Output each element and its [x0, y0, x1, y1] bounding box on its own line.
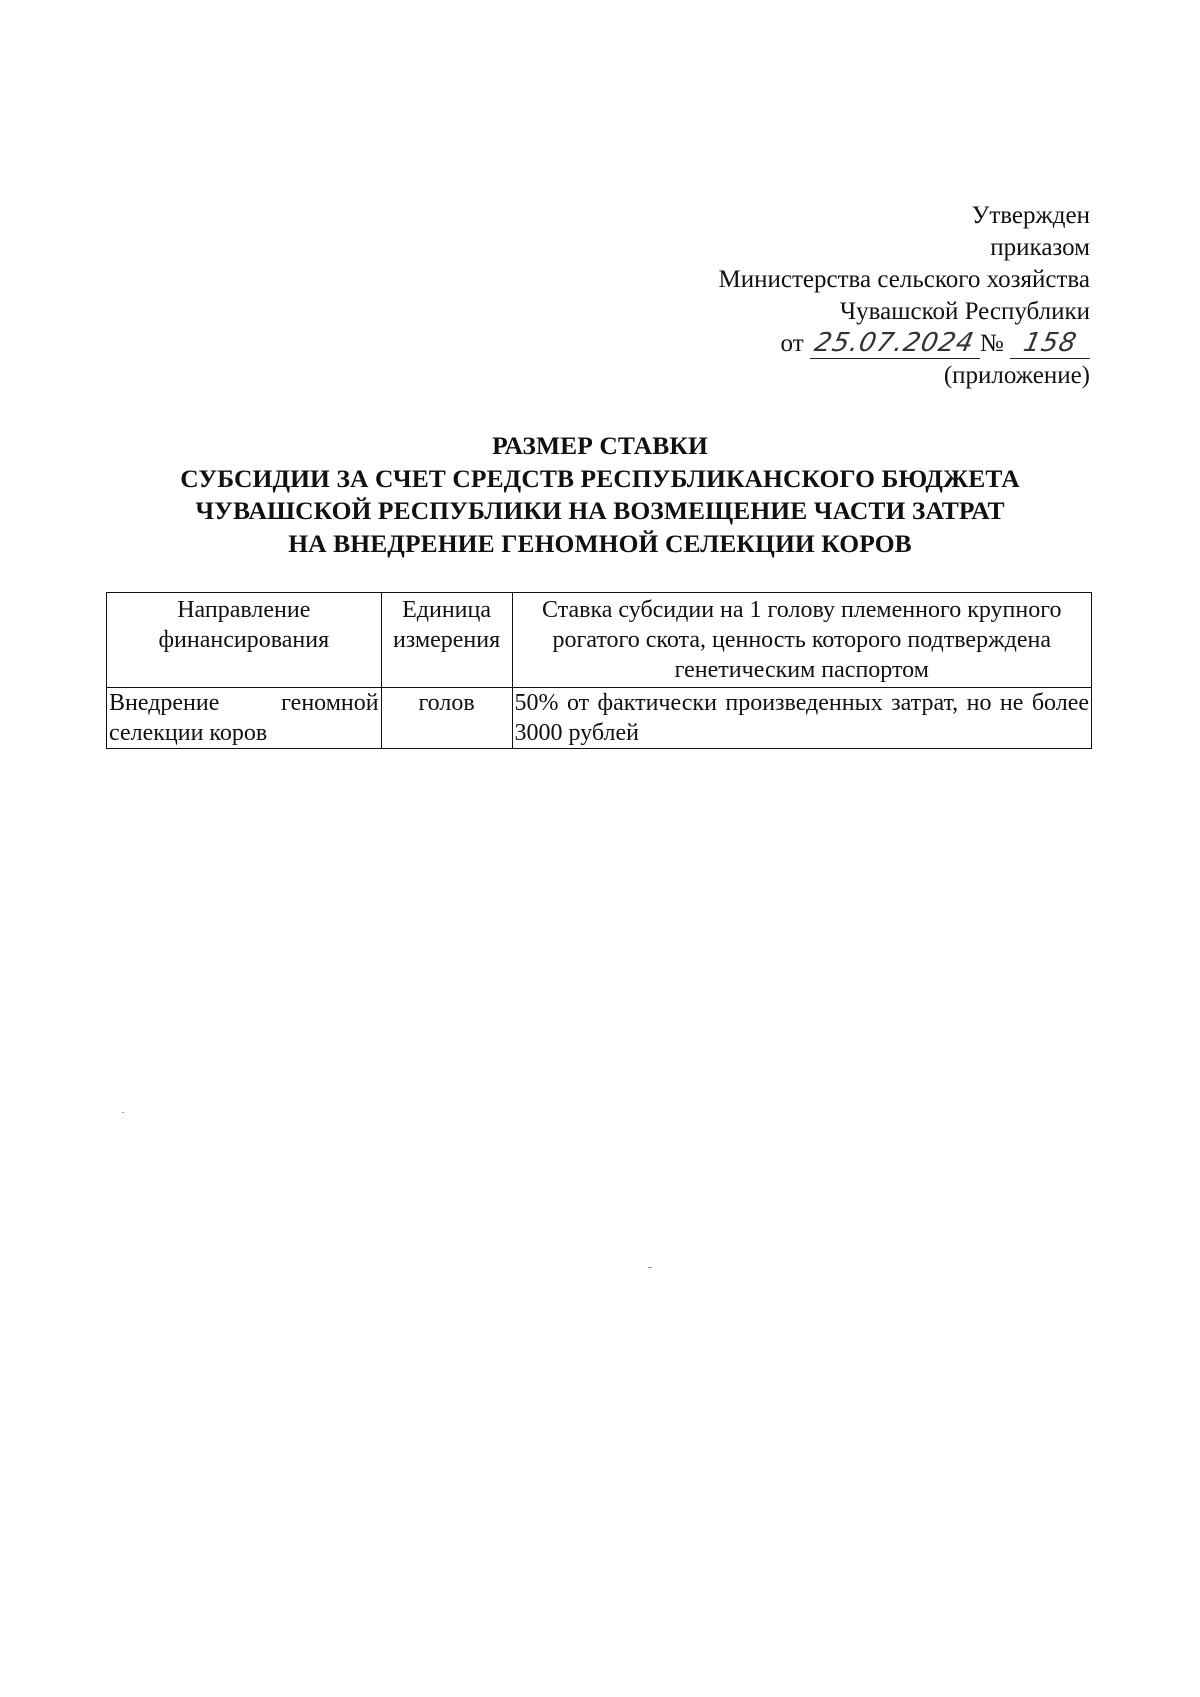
number-field [1010, 329, 1090, 359]
title-line-2: СУБСИДИИ ЗА СЧЕТ СРЕДСТВ РЕСПУБЛИКАНСКОГО БЮДЖЕТА [180, 463, 1020, 493]
title-line-4: НА ВНЕДРЕНИЕ ГЕНОМНОЙ СЕЛЕКЦИИ КОРОВ [288, 528, 912, 558]
handwritten-date: 25.07.2024 [812, 328, 978, 358]
cell-unit: голов [381, 688, 512, 749]
header-unit: Единица измерения [381, 593, 512, 688]
approval-order: приказом [990, 234, 1090, 261]
approval-date-line [719, 328, 1090, 360]
approval-ministry: Министерства сельского хозяйства [718, 266, 1090, 293]
approval-block [719, 200, 1090, 392]
cell-rate: 50% от фактически произведенных затрат, но не более 3000 рублей [512, 688, 1091, 749]
date-prefix: от [780, 330, 804, 357]
scan-speck [648, 1267, 652, 1268]
number-prefix: № [979, 330, 1004, 357]
subsidy-rate-table [106, 592, 1092, 749]
date-field [810, 329, 980, 359]
title-line-1: РАЗМЕР СТАВКИ [492, 431, 708, 460]
approval-approved: Утвержден [971, 202, 1090, 229]
approval-republic: Чувашской Республики [839, 298, 1090, 325]
table-header-row [107, 593, 1092, 688]
scan-speck [122, 1112, 124, 1113]
header-direction: Направление финансирования [107, 593, 382, 688]
cell-direction: Внедрение геномной селекции коров [107, 688, 382, 749]
handwritten-number: 158 [1020, 328, 1080, 358]
document-title [0, 430, 1200, 560]
approval-note: (приложение) [943, 362, 1090, 389]
header-rate: Ставка субсидии на 1 голову племенного крупного рогатого скота, ценность которого подтверждена генетическим паспортом [512, 593, 1091, 688]
table-row [107, 688, 1092, 749]
title-line-3: ЧУВАШСКОЙ РЕСПУБЛИКИ НА ВОЗМЕЩЕНИЕ ЧАСТИ ЗАТРАТ [195, 496, 1005, 525]
